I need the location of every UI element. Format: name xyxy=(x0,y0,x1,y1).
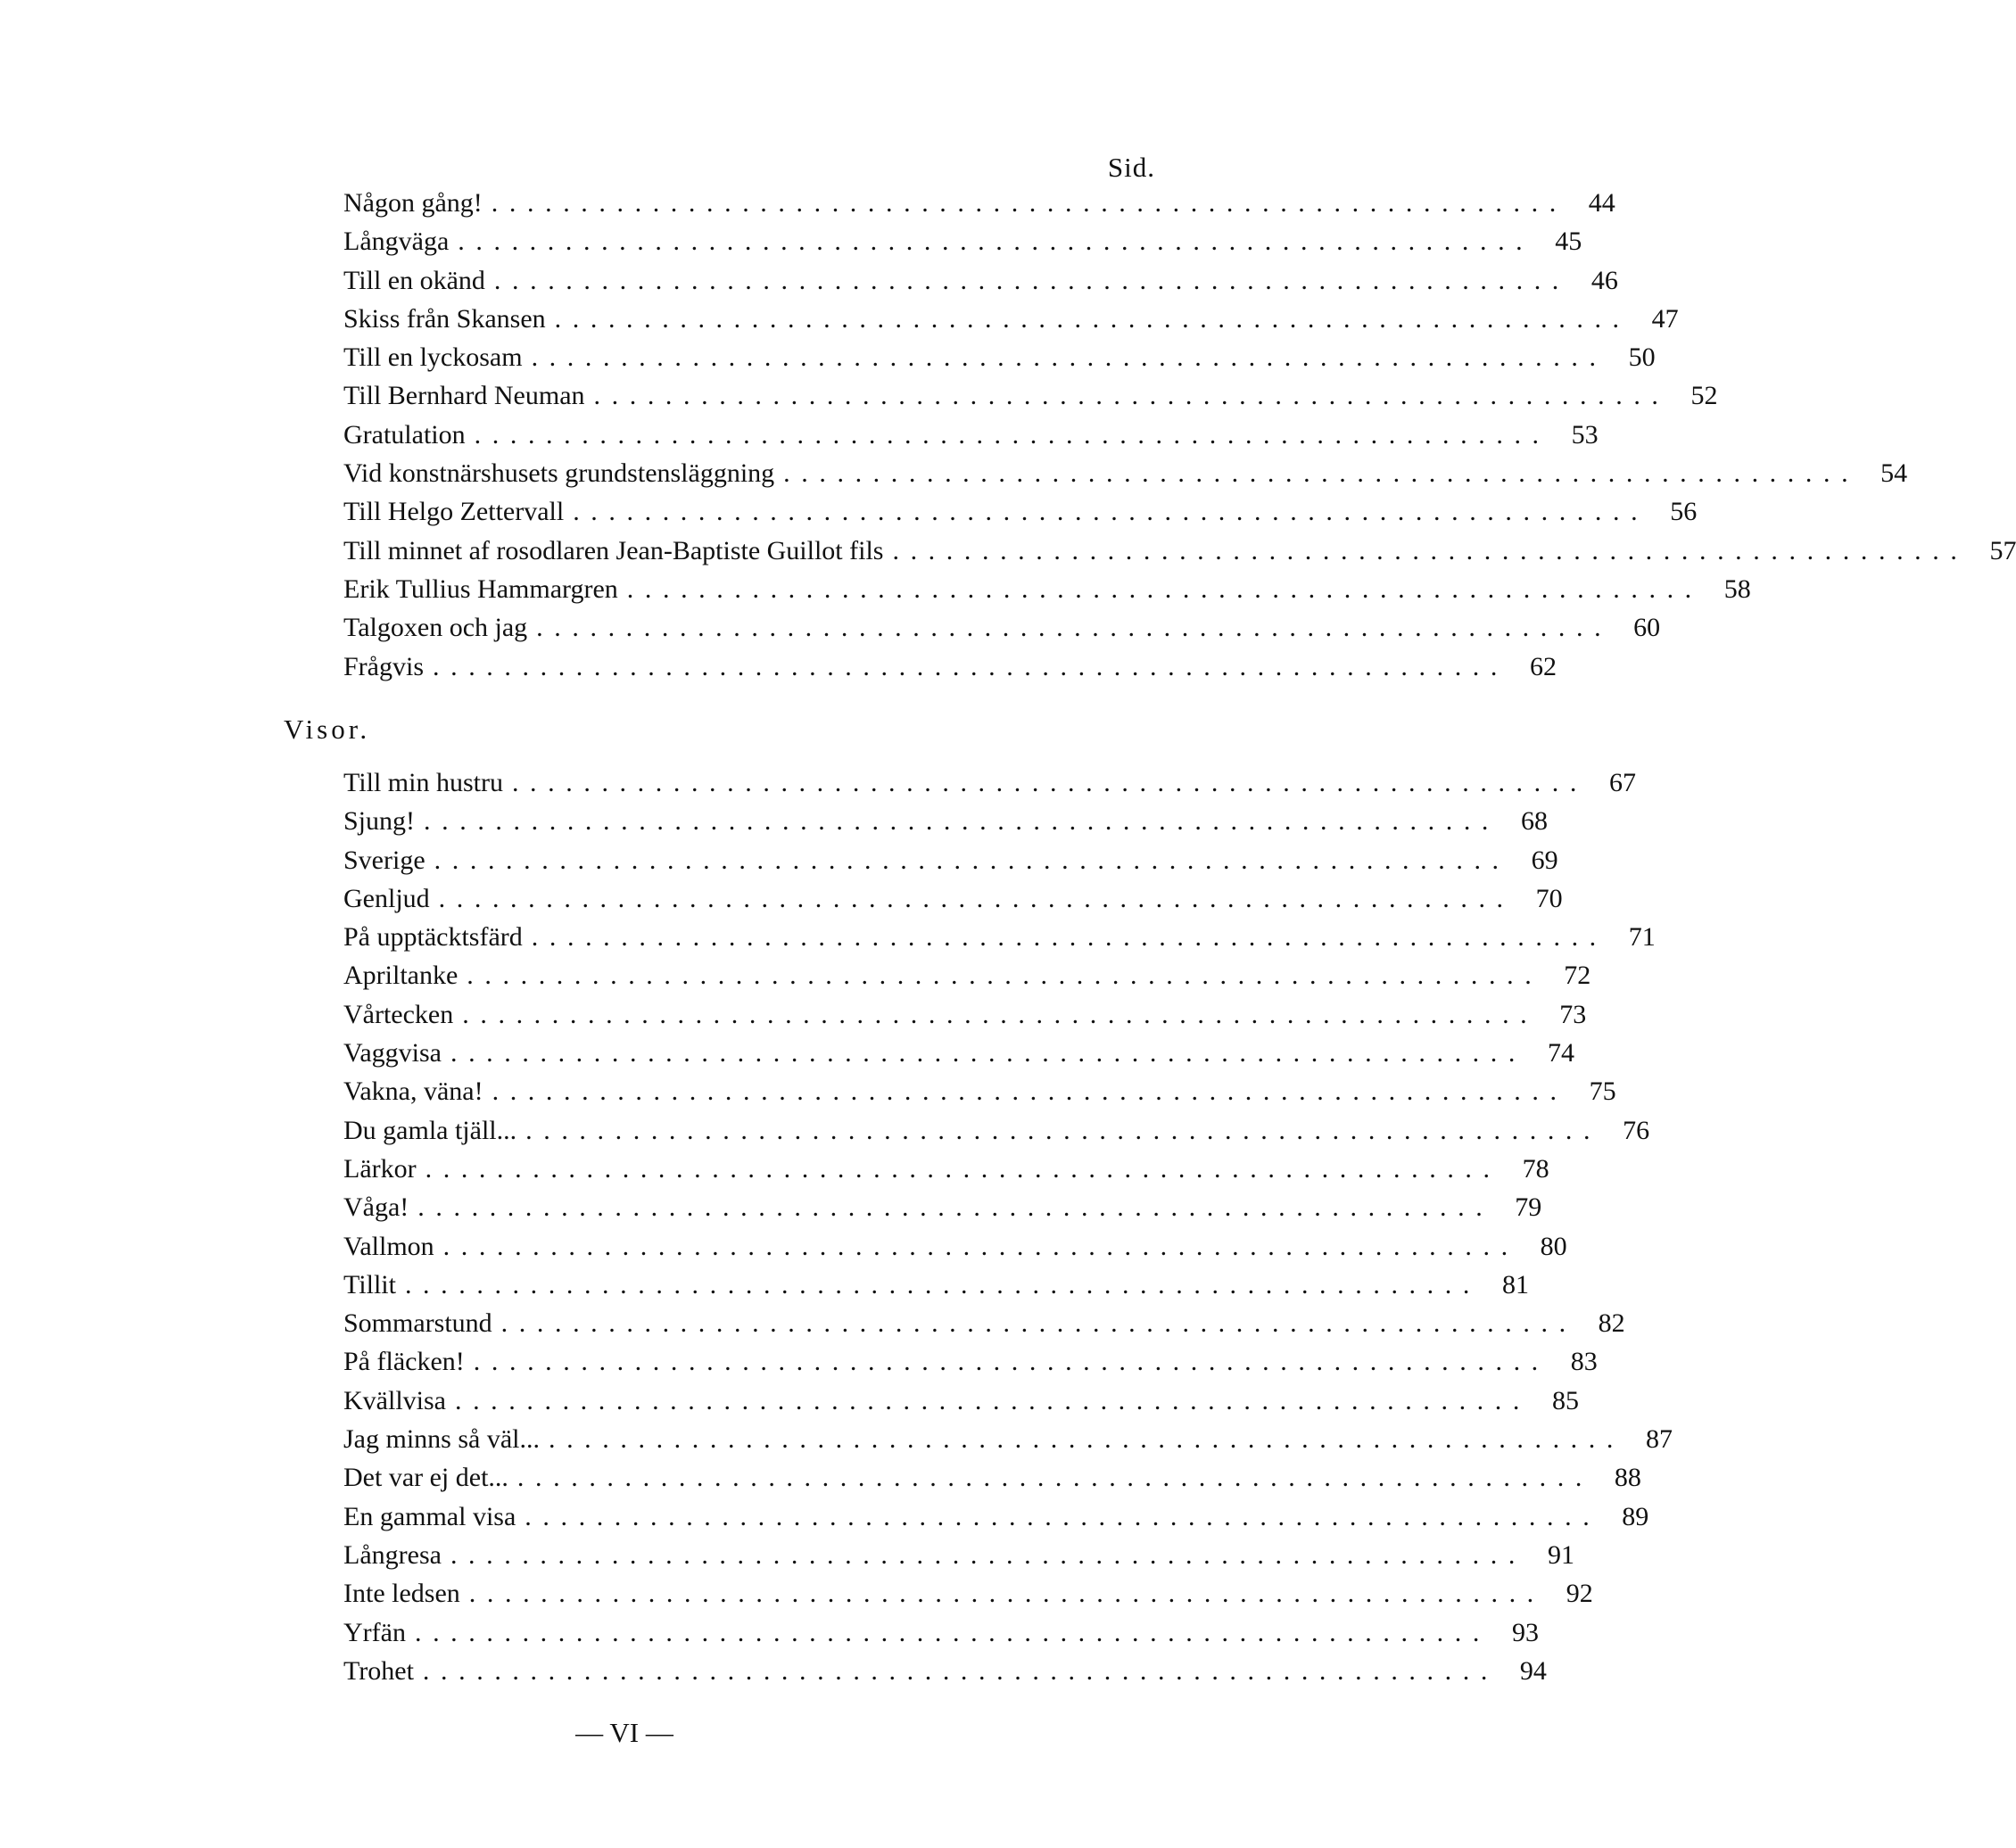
toc-list-visor xyxy=(343,763,1673,1690)
toc-entry xyxy=(343,1072,1616,1110)
toc-entry-title: Talgoxen och jag xyxy=(343,613,528,643)
toc-leader-dots: ............................................................ xyxy=(593,381,1670,411)
toc-entry-page: 56 xyxy=(1670,497,1698,527)
toc-leader-dots: ............................................................ xyxy=(626,573,1703,604)
toc-entry-title: Apriltanke xyxy=(343,961,459,991)
toc-leader-dots: ............................................................ xyxy=(434,845,1510,875)
toc-entry-title: Vid konstnärshusets grundstensläggning xyxy=(343,458,775,489)
toc-leader-dots: ............................................................ xyxy=(404,1269,1481,1299)
toc-entry-page: 74 xyxy=(1547,1038,1574,1068)
toc-entry-title: Du gamla tjäll... xyxy=(343,1115,517,1145)
toc-entry-page: 44 xyxy=(1588,188,1615,218)
toc-leader-dots: ............................................................ xyxy=(493,265,1570,295)
toc-entry xyxy=(343,1497,1649,1536)
toc-entry-page: 57 xyxy=(1989,535,2016,565)
toc-entry-title: På upptäcktsfärd xyxy=(343,922,523,953)
toc-leader-dots: ............................................................ xyxy=(467,961,1543,991)
toc-leader-dots: ............................................................ xyxy=(491,188,1567,218)
toc-entry-page: 89 xyxy=(1622,1501,1649,1531)
toc-leader-dots: ............................................................ xyxy=(500,1308,1577,1339)
toc-entry-title: Långresa xyxy=(343,1539,442,1570)
toc-list-section-one xyxy=(343,184,2016,686)
toc-entry xyxy=(343,1188,1542,1226)
toc-entry-page: 67 xyxy=(1608,768,1636,797)
toc-entry xyxy=(343,570,1751,608)
toc-leader-dots: ............................................................ xyxy=(531,342,1607,373)
toc-leader-dots: ............................................................ xyxy=(442,1231,1519,1261)
toc-entry-page: 46 xyxy=(1590,265,1618,295)
toc-entry xyxy=(343,879,1563,918)
toc-entry-title: Till Helgo Zettervall xyxy=(343,497,565,527)
toc-entry xyxy=(343,1652,1547,1690)
toc-entry xyxy=(343,184,1615,222)
toc-entry-page: 93 xyxy=(1511,1617,1539,1647)
section-heading-visor: Visor. xyxy=(284,714,371,745)
toc-entry-page: 47 xyxy=(1651,303,1679,334)
toc-entry xyxy=(343,222,1582,260)
toc-entry-title: På fläcken! xyxy=(343,1347,465,1377)
toc-entry xyxy=(343,1382,1579,1420)
toc-entry-title: Sjung! xyxy=(343,806,416,837)
toc-entry-title: Lärkor xyxy=(343,1153,417,1184)
toc-entry-title: Någon gång! xyxy=(343,188,483,218)
toc-entry-page: 71 xyxy=(1628,922,1656,953)
toc-entry xyxy=(343,1342,1598,1381)
toc-entry xyxy=(343,532,2016,570)
toc-entry xyxy=(343,802,1549,840)
toc-leader-dots: ............................................................ xyxy=(474,419,1550,450)
toc-entry-title: Vakna, väna! xyxy=(343,1077,483,1107)
toc-entry xyxy=(343,1111,1650,1150)
toc-leader-dots: ............................................................ xyxy=(417,1192,1494,1223)
toc-entry-title: Våga! xyxy=(343,1192,409,1223)
toc-entry-page: 72 xyxy=(1564,961,1591,991)
toc-leader-dots: ............................................................ xyxy=(492,1077,1568,1107)
toc-leader-dots: ............................................................ xyxy=(536,613,1613,643)
toc-entry xyxy=(343,454,1908,492)
toc-entry-page: 76 xyxy=(1623,1115,1650,1145)
toc-entry xyxy=(343,1613,1539,1652)
toc-leader-dots: ............................................................ xyxy=(433,651,1508,681)
toc-entry-title: Erik Tullius Hammargren xyxy=(343,573,618,604)
toc-entry-title: Sverige xyxy=(343,845,426,875)
toc-entry xyxy=(343,1574,1593,1613)
toc-leader-dots: ............................................................ xyxy=(783,458,1860,489)
toc-entry xyxy=(343,1420,1673,1458)
toc-entry-page: 52 xyxy=(1690,381,1718,411)
toc-entry-title: En gammal visa xyxy=(343,1501,516,1531)
toc-entry xyxy=(343,1227,1567,1266)
toc-entry xyxy=(343,416,1599,454)
toc-entry-page: 45 xyxy=(1555,227,1582,257)
toc-leader-dots: ............................................................ xyxy=(438,883,1515,913)
toc-leader-dots: ............................................................ xyxy=(450,1539,1526,1570)
toc-leader-dots: ............................................................ xyxy=(468,1579,1545,1609)
toc-leader-dots: ............................................................ xyxy=(473,1347,1549,1377)
toc-entry-page: 81 xyxy=(1501,1269,1529,1299)
toc-entry xyxy=(343,956,1591,994)
toc-leader-dots: ............................................................ xyxy=(511,768,1588,797)
toc-entry-title: Det var ej det... xyxy=(343,1463,508,1493)
toc-entry-page: 58 xyxy=(1723,573,1751,604)
toc-entry xyxy=(343,763,1636,802)
toc-entry xyxy=(343,608,1661,647)
toc-entry-page: 53 xyxy=(1571,419,1599,450)
toc-entry-title: Vallmon xyxy=(343,1231,434,1261)
toc-entry xyxy=(343,1266,1529,1304)
toc-entry-title: Till en okänd xyxy=(343,265,485,295)
toc-leader-dots: ............................................................ xyxy=(454,1385,1531,1415)
toc-entry-title: Till min hustru xyxy=(343,768,503,797)
toc-entry-page: 85 xyxy=(1551,1385,1579,1415)
toc-entry-page: 88 xyxy=(1614,1463,1641,1493)
toc-entry xyxy=(343,376,1718,415)
toc-entry xyxy=(343,338,1656,376)
page-number-footer: — VI — xyxy=(575,1717,673,1748)
toc-entry xyxy=(343,995,1587,1034)
toc-leader-dots: ............................................................ xyxy=(892,535,1969,565)
toc-entry xyxy=(343,918,1656,956)
toc-entry-page: 50 xyxy=(1628,342,1656,373)
toc-entry xyxy=(343,1458,1641,1497)
toc-entry-page: 70 xyxy=(1535,883,1563,913)
toc-entry-title: Yrfän xyxy=(343,1617,406,1647)
toc-entry-page: 68 xyxy=(1521,806,1549,837)
toc-entry-page: 75 xyxy=(1589,1077,1616,1107)
toc-entry-title: Tillit xyxy=(343,1269,396,1299)
toc-leader-dots: ............................................................ xyxy=(462,999,1539,1029)
toc-entry-page: 78 xyxy=(1522,1153,1549,1184)
toc-entry xyxy=(343,841,1558,879)
toc-leader-dots: ............................................................ xyxy=(414,1617,1491,1647)
toc-entry-page: 87 xyxy=(1645,1424,1673,1455)
toc-entry-title: Vårtecken xyxy=(343,999,454,1029)
toc-entry-title: Till en lyckosam xyxy=(343,342,523,373)
toc-leader-dots: ............................................................ xyxy=(425,1153,1501,1184)
toc-entry xyxy=(343,492,1698,531)
toc-entry xyxy=(343,1304,1625,1342)
toc-entry-title: Inte ledsen xyxy=(343,1579,460,1609)
toc-entry-page: 73 xyxy=(1559,999,1587,1029)
toc-entry-page: 80 xyxy=(1540,1231,1567,1261)
toc-leader-dots: ............................................................ xyxy=(548,1424,1624,1455)
toc-entry-title: Långväga xyxy=(343,227,450,257)
toc-entry-title: Jag minns så väl... xyxy=(343,1424,540,1455)
toc-leader-dots: ............................................................ xyxy=(516,1463,1593,1493)
toc-entry-page: 60 xyxy=(1633,613,1661,643)
toc-entry-page: 92 xyxy=(1566,1579,1593,1609)
toc-entry-page: 54 xyxy=(1880,458,1908,489)
toc-leader-dots: ............................................................ xyxy=(422,1655,1499,1686)
toc-entry-page: 91 xyxy=(1547,1539,1574,1570)
toc-entry xyxy=(343,1536,1574,1574)
toc-entry-title: Genljud xyxy=(343,883,430,913)
toc-entry-title: Till Bernhard Neuman xyxy=(343,381,585,411)
toc-entry-page: 82 xyxy=(1598,1308,1625,1339)
toc-entry xyxy=(343,1150,1549,1188)
toc-leader-dots: ............................................................ xyxy=(573,497,1649,527)
toc-entry-page: 94 xyxy=(1519,1655,1547,1686)
toc-leader-dots: ............................................................ xyxy=(424,806,1500,837)
toc-entry-title: Till minnet af rosodlaren Jean-Baptiste Guillot fils xyxy=(343,535,884,565)
toc-leader-dots: ............................................................ xyxy=(458,227,1534,257)
toc-entry-title: Kvällvisa xyxy=(343,1385,446,1415)
toc-leader-dots: ............................................................ xyxy=(554,303,1631,334)
toc-entry-title: Frågvis xyxy=(343,651,424,681)
toc-entry-page: 69 xyxy=(1531,845,1558,875)
toc-entry-title: Gratulation xyxy=(343,419,466,450)
toc-entry xyxy=(343,261,1618,300)
toc-entry-page: 79 xyxy=(1515,1192,1542,1223)
toc-entry-title: Trohet xyxy=(343,1655,414,1686)
toc-entry-page: 62 xyxy=(1530,651,1557,681)
toc-leader-dots: ............................................................ xyxy=(531,922,1607,953)
toc-leader-dots: ............................................................ xyxy=(525,1501,1601,1531)
toc-entry-title: Vaggvisa xyxy=(343,1038,442,1068)
page-column-header: Sid. xyxy=(1107,152,1155,183)
toc-entry-title: Sommarstund xyxy=(343,1308,492,1339)
toc-entry xyxy=(343,300,1679,338)
toc-entry-title: Skiss från Skansen xyxy=(343,303,546,334)
toc-entry xyxy=(343,648,1557,686)
toc-entry xyxy=(343,1034,1574,1072)
toc-leader-dots: ............................................................ xyxy=(450,1038,1526,1068)
toc-leader-dots: ............................................................ xyxy=(525,1115,1602,1145)
toc-entry-page: 83 xyxy=(1570,1347,1598,1377)
